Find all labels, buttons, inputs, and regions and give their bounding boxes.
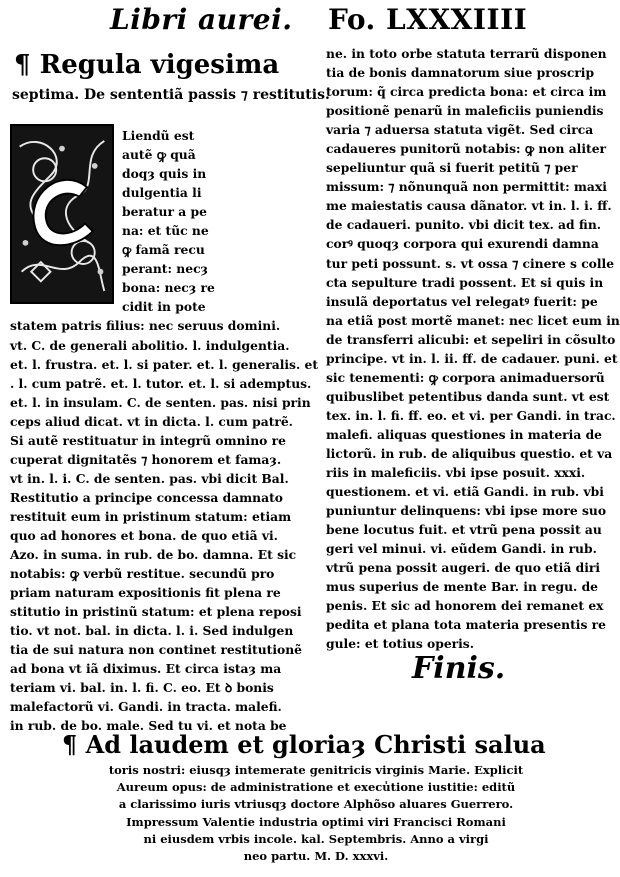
text-line: geri vel minui. vi. eũdem Gandi. in rub. [326,541,597,557]
text-line: in rub. de bo. male. Sed tu vi. et nota be [10,718,287,734]
text-line: quo ad honores et bona. de quo etiã vi. [10,527,278,543]
text-line: tia de bonis damnatorum siue proscrip [326,65,595,81]
colophon-line: Aureum opus: de administratione et execu̾tione iustitie: editũ [116,780,516,795]
text-line: restituit eum in pristinum statum: etiam [10,508,292,524]
left-text-column [10,126,319,736]
colophon-line: Impressum Valentie industria optimi viri Francisci Romani [126,814,506,829]
text-line: malefactorũ vi. Gandi. in tracta. malefi. [10,699,282,715]
text-line: de cadaueri. punito. vbi dicit tex. ad fin. [326,217,602,233]
text-line: insulã deportatus vel relegatꝰ fuerit: pe [326,293,598,309]
text-line: cidit in pote [122,299,206,315]
text-line: perant: necȝ [122,261,209,277]
text-line: . l. cum patrẽ. et. l. tutor. et. l. si ademptus. [10,375,312,391]
text-line: tur peti possunt. s. vt ossa ⁊ cinere s colle [326,255,615,271]
colophon-line: ni eiusdem vrbis incole. kal. Septembris. Anno a virgi [143,831,489,846]
colophon-line: neo partu. M. D. xxxvi. [243,848,389,863]
text-line: dulgentia li [122,185,202,201]
text-line: questionem. et vi. etiã Gandi. in rub. vbi [326,484,604,500]
text-line: bene locutus fuit. et vtrũ pena possit au [326,522,602,538]
folio-number: Fo. LXXXIIII [328,3,528,36]
text-line: puniuntur delinquens: vbi ipse more suo [326,503,607,519]
text-line: sic tenementi: ꝙ corpora animaduersorũ [326,369,605,385]
text-line: Liendũ est [122,128,195,143]
text-line: varia ⁊ aduersa statuta vigẽt. Sed circa [326,122,594,138]
text-line: tia de sui natura non continet restitutionẽ [10,642,302,658]
text-line: et. l. in insulam. C. de senten. pas. nisi prin [10,394,311,410]
colophon-title-text: Ad laudem et gloriaȝ Christi salua [85,730,546,759]
colophon-line: toris nostri: eiusqȝ intemerate genitricis virginis Marie. Explicit [108,763,524,777]
right-text-column [326,44,620,654]
text-line: mus superius de mente Bar. in regu. de [326,579,598,595]
text-line: pedita et plana tota materia presentis re [326,617,606,633]
text-line: ceps aliud dicat. vt in dicta. l. cum patrẽ. [10,413,293,429]
text-line: riis in maleficiis. vbi ipse posuit. xxxi. [326,465,586,481]
text-line: positionẽ penarũ in maleficiis puniendis [326,103,604,119]
text-line: beratur a pe [122,204,207,220]
text-line: statem patris filius: nec seruus domini. [10,318,281,334]
colophon-line: a clarissimo iuris vtriusqȝ doctore Alphõso aluares Guerrero. [118,797,514,812]
text-line: priam naturam expositionis fit plena re [10,585,281,601]
text-line: stitutio in pristinũ statum: et plena reposi [10,604,302,620]
text-line: teriam vi. bal. in. l. fi. C. eo. Et ꝺ bonis [10,680,274,696]
text-line: doqȝ quis in [122,166,207,182]
text-line: malefi. aliquas questiones in materia de [326,426,603,442]
text-line: tex. in. l. fi. ff. eo. et vi. per Gandi. in trac. [326,407,616,423]
text-line: autẽ ꝙ quã [122,147,196,163]
text-line: Azo. in suma. in rub. de bo. damna. Et sic [10,547,297,563]
text-line: me maiestatis causa dãnator. vt in. l. i. ff. [326,198,612,214]
text-line: Si autẽ restituatur in integrũ omnino re [10,432,286,448]
text-line: Restitutio a principe concessa damnato [10,489,283,505]
text-line: ꝙ famã recu [122,242,205,258]
paragraph-mark-icon: ¶ [62,730,86,759]
text-line: cta sepulture tradi possent. Et si quis in [326,274,604,290]
running-head-left: Libri aurei. [110,3,293,36]
text-line: sepeliuntur quã si fuerit petitũ ⁊ per [326,160,578,176]
text-line: principe. vt in. l. ii. ff. de cadauer. puni. et [326,350,618,366]
text-line: vt. C. de generali abolitio. l. indulgentia. [10,337,290,353]
text-line: notabis: ꝙ verbũ restitue. secundũ pro [10,566,275,582]
text-line: na etiã post mortẽ manet: nec licet eum in [326,312,620,328]
text-line: et. l. frustra. et. l. si pater. et. l. generalis. et [10,356,319,372]
text-line: vtrũ pena possit augeri. de quo etiã diri [326,560,601,576]
text-line: lictorũ. in rub. de aliquibus questio. et va [326,445,613,461]
text-line: ne. in toto orbe statuta terrarũ disponen [326,46,607,61]
text-line: cadaueres punitorũ notabis: ꝙ non aliter [326,141,607,157]
paragraph-mark-icon: ¶ [14,50,40,80]
chapter-subtitle: septima. De sententiã passis ⁊ restitutis. [12,87,330,103]
text-line: missum: ⁊ nõnunquã non permittit: maxi [326,179,607,195]
text-line: gule: et totius operis. [326,636,474,652]
text-line: torum: q̃ circa predicta bona: et circa im [326,84,607,100]
text-line: de transferri alicubi: et sepeliri in cõsulto [326,331,616,347]
text-line: corꝰ quoqȝ corpora qui exurendi damna [326,236,599,252]
chapter-title [14,50,279,80]
text-line: penis. Et sic ad honorem dei remanet ex [326,598,604,614]
text-line: ad bona vt iã diximus. Et circa istaȝ ma [10,661,282,677]
text-line: tio. vt not. bal. in dicta. l. i. Sed indulgen [10,623,294,639]
text-line: vt in. l. i. C. de senten. pas. vbi dicit Bal. [10,470,289,486]
text-line: cuperat dignitatẽs ⁊ honorem et famaȝ. [10,451,282,467]
text-line: quibuslibet petentibus danda sunt. vt est [326,388,610,404]
colophon [96,762,536,865]
chapter-title-text: Regula vigesima [39,50,280,80]
colophon-title [62,730,546,760]
text-line: bona: necȝ re [122,280,215,296]
text-line: na: et tũc ne [122,223,209,239]
finis-mark: Finis. [412,651,506,686]
